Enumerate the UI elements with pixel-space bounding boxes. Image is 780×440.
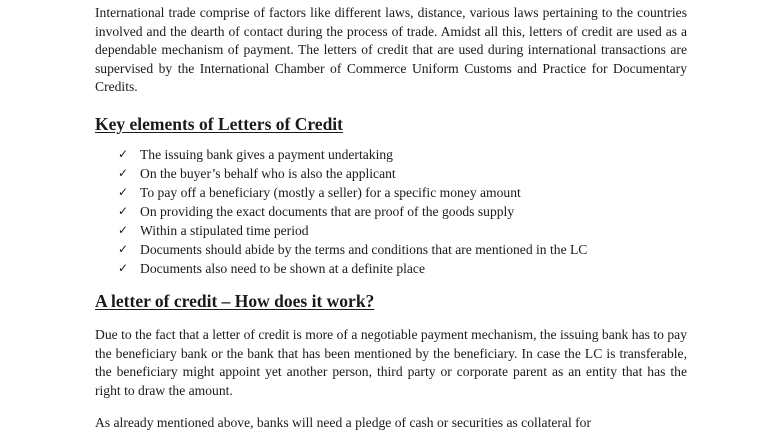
- list-item-text: On providing the exact documents that are proof of the goods supply: [140, 203, 515, 219]
- checkmark-icon: ✓: [118, 146, 129, 161]
- checkmark-icon: ✓: [118, 260, 129, 275]
- list-item: [118, 202, 687, 221]
- checkmark-icon: ✓: [118, 165, 129, 180]
- list-item-text: Documents should abide by the terms and conditions that are mentioned in the LC: [140, 241, 588, 257]
- intro-paragraph: International trade comprise of factors like different laws, distance, various laws pertaining to the countries involved and the dearth of contact during the process of trade. Amidst all this, letters of credit are used as a dependable mechanism of payment. The letters of credit that are used during international transactions are supervised by the International Chamber of Commerce Uniform Customs and Practice for Documentary Credits.: [95, 5, 687, 95]
- checkmark-icon: ✓: [118, 241, 129, 256]
- list-item: [118, 145, 687, 164]
- how-it-works-paragraph: Due to the fact that a letter of credit is more of a negotiable payment mechanism, the issuing bank has to pay the beneficiary bank or the bank that has been mentioned by the beneficiary. In case the LC is transferable, the beneficiary might appoint yet another person, third party or corporate parent as an entity that has the right to draw the amount.: [95, 326, 687, 398]
- list-item-text: The issuing bank gives a payment undertaking: [140, 146, 393, 162]
- how-it-works-heading: A letter of credit – How does it work?: [95, 290, 375, 311]
- list-item: [118, 183, 687, 202]
- key-elements-heading: Key elements of Letters of Credit: [95, 113, 343, 134]
- list-item: [118, 221, 687, 240]
- checkmark-icon: ✓: [118, 184, 129, 199]
- list-item-text: Within a stipulated time period: [140, 222, 309, 238]
- checkmark-icon: ✓: [118, 203, 129, 218]
- list-item: [118, 240, 687, 259]
- document-page: [95, 4, 687, 433]
- list-item-text: On the buyer’s behalf who is also the applicant: [140, 165, 396, 181]
- list-item-text: To pay off a beneficiary (mostly a seller) for a specific money amount: [140, 184, 521, 200]
- list-item-text: Documents also need to be shown at a definite place: [140, 260, 425, 276]
- list-item: [118, 259, 687, 278]
- collateral-paragraph: As already mentioned above, banks will need a pledge of cash or securities as collateral for: [95, 415, 591, 431]
- key-elements-list: [95, 145, 687, 278]
- checkmark-icon: ✓: [118, 222, 129, 237]
- list-item: [118, 164, 687, 183]
